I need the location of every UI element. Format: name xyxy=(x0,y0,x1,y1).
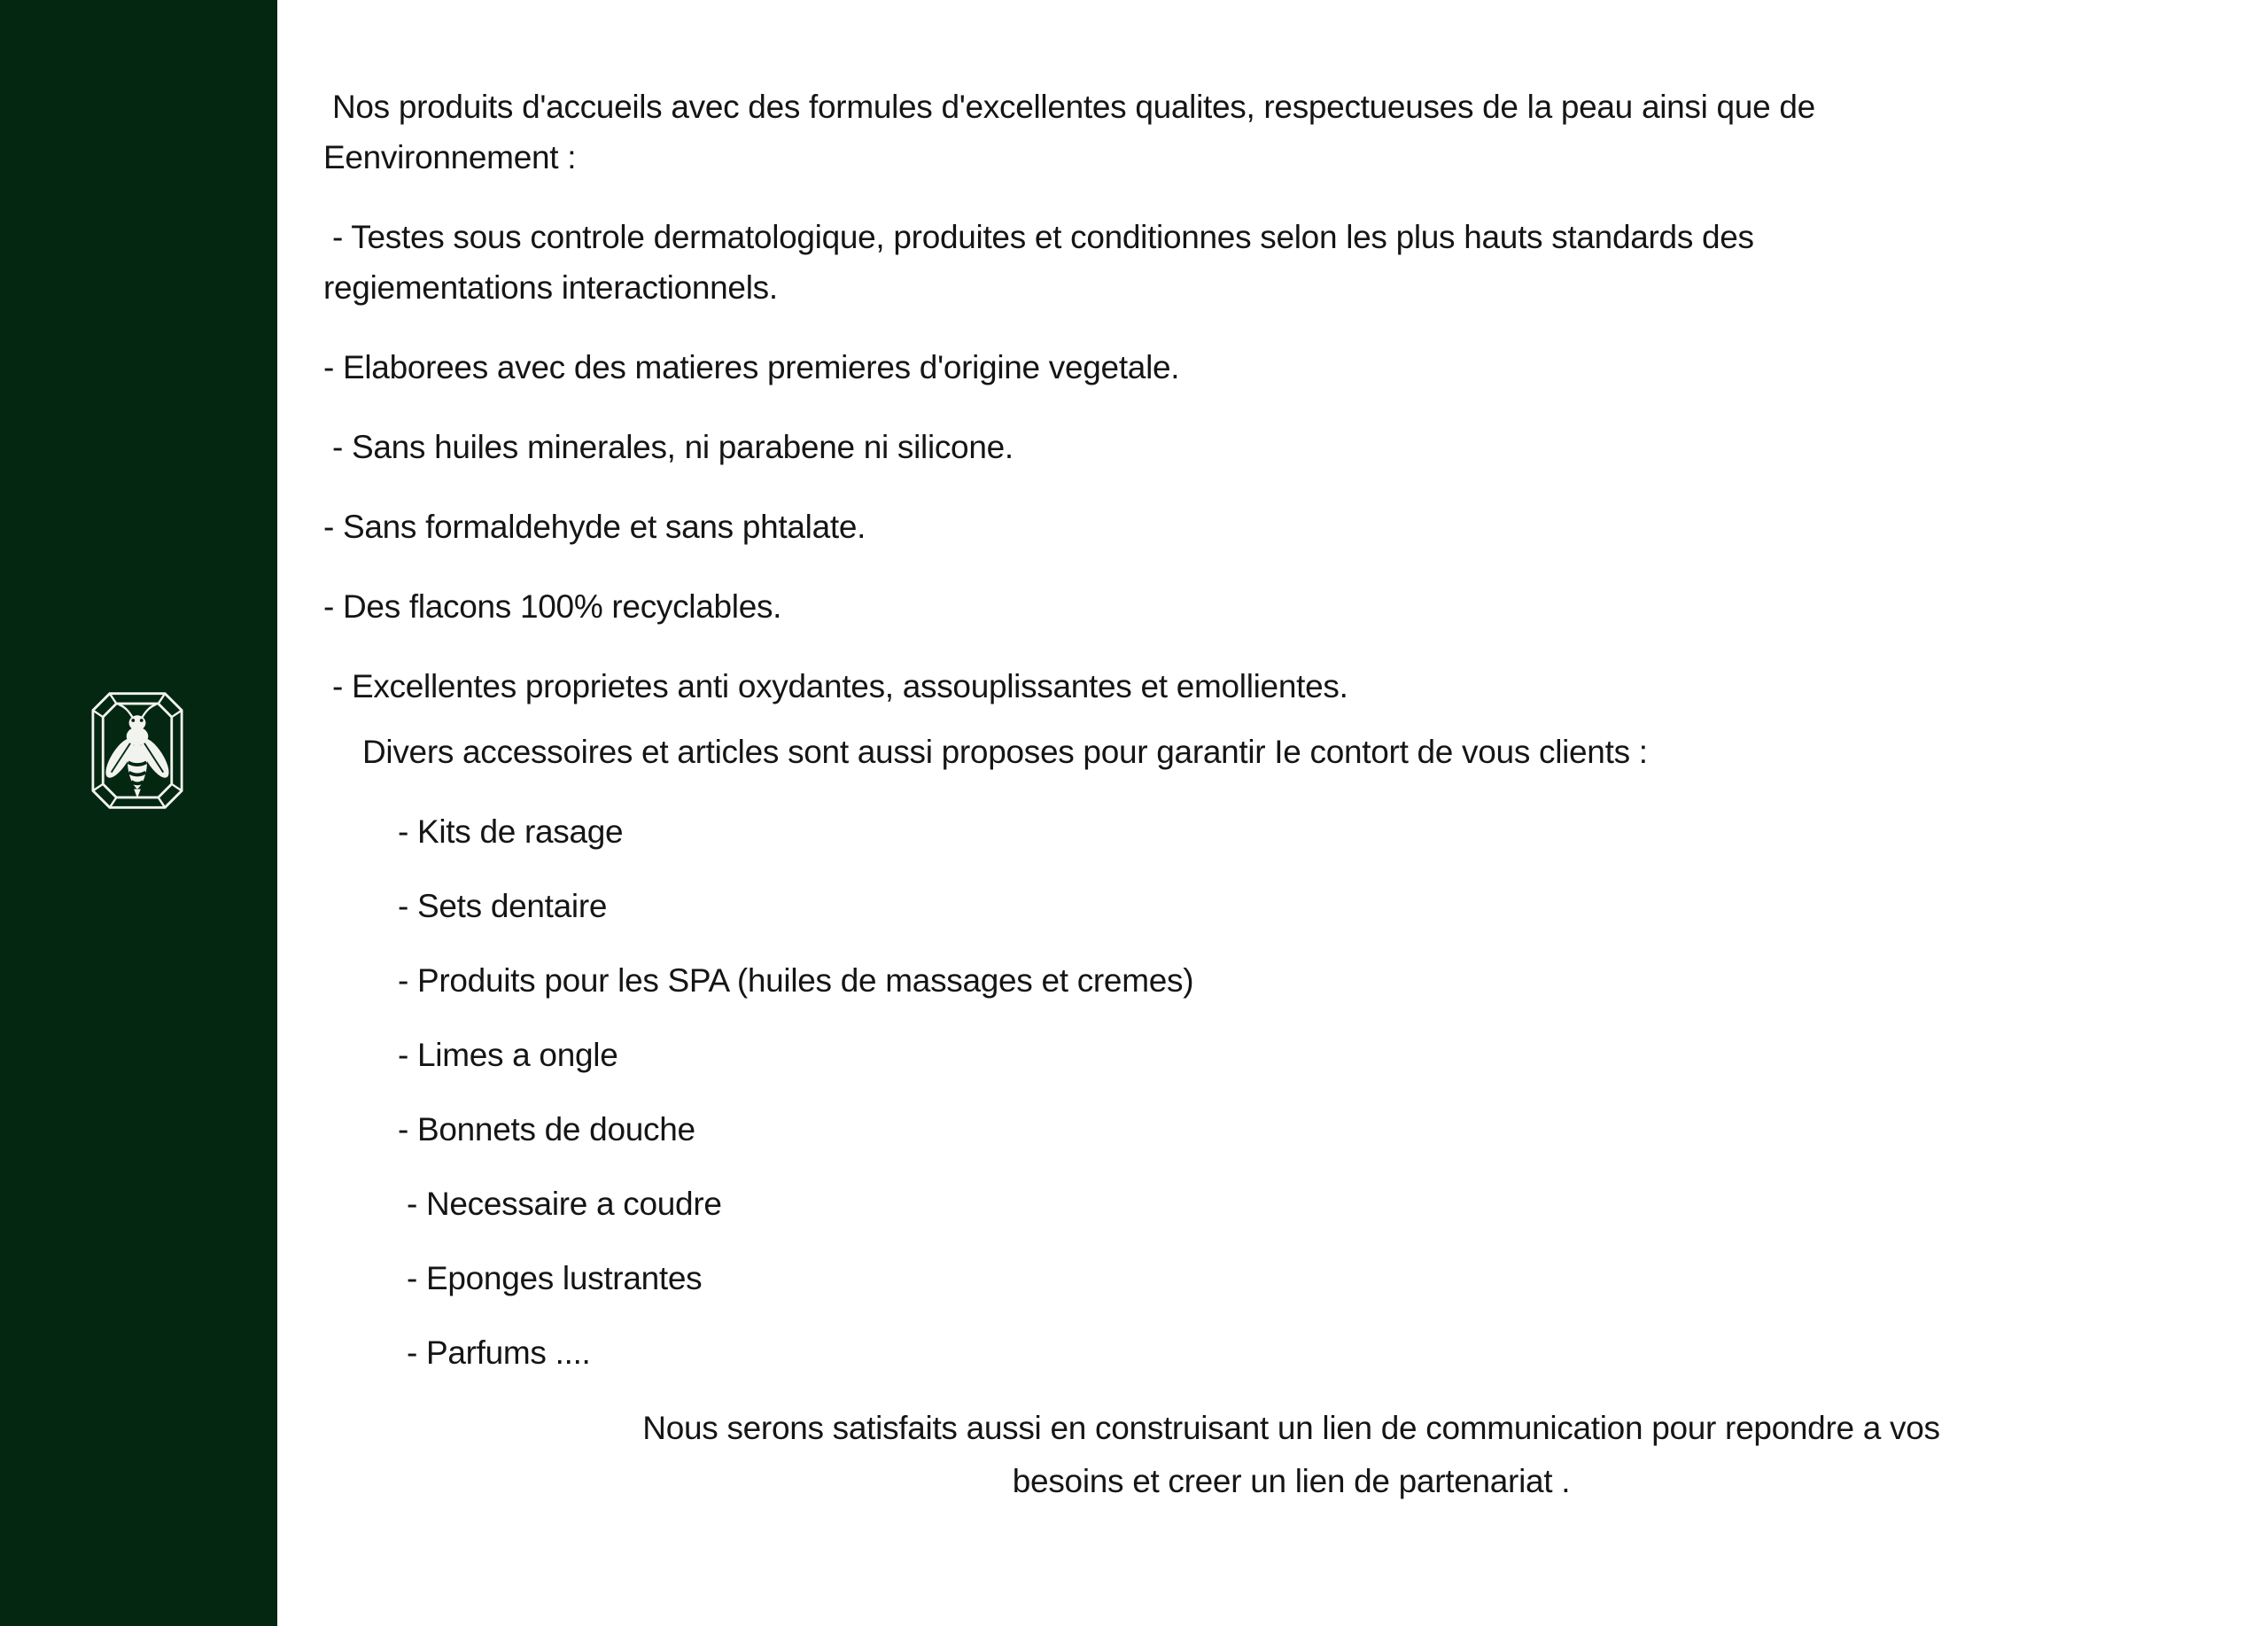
paragraph-divers-accessoires xyxy=(323,727,2082,777)
bee-icon xyxy=(101,704,175,798)
list-item: - Eponges lustrantes xyxy=(398,1260,703,1296)
paragraph-line: - Sans formaldehyde et sans phtalate. xyxy=(323,509,866,545)
paragraph-intro xyxy=(323,82,2082,183)
paragraph-excellentes xyxy=(323,661,2082,712)
list-item: - Sets dentaire xyxy=(398,888,608,924)
paragraph-sans-huiles xyxy=(323,422,2082,472)
paragraph-flacons xyxy=(323,581,2082,632)
paragraph-line: - Elaborees avec des matieres premieres d'origine vegetale. xyxy=(323,349,1180,385)
bee-in-emerald-frame-icon xyxy=(91,689,183,813)
paragraph-line: besoins et creer un lien de partenariat . xyxy=(1012,1463,1571,1499)
paragraph-line: - Testes sous controle dermatologique, produites et conditionnes selon les plus hauts standards des xyxy=(323,219,1754,255)
paragraph-testes xyxy=(323,212,2082,313)
paragraph-elaborees xyxy=(323,342,2082,393)
paragraph-line: - Excellentes proprietes anti oxydantes, assouplissantes et emollientes. xyxy=(323,668,1348,704)
list-item: - Kits de rasage xyxy=(398,813,624,850)
paragraph-line: Eenvironnement : xyxy=(323,139,577,175)
closing-statement xyxy=(323,1402,2082,1508)
paragraph-line: regiementations interactionnels. xyxy=(323,269,778,306)
paragraph-line: Nos produits d'accueils avec des formules d'excellentes qualites, respectueuses de la peau ainsi que de xyxy=(323,89,1815,125)
document-body xyxy=(277,0,2268,1537)
list-item: - Necessaire a coudre xyxy=(398,1186,722,1222)
list-item: - Bonnets de douche xyxy=(398,1111,695,1148)
sidebar xyxy=(0,0,277,1626)
paragraph-line: Nous serons satisfaits aussi en construisant un lien de communication pour repondre a vos xyxy=(642,1410,1940,1446)
brand-logo xyxy=(91,689,183,813)
paragraph-line: - Sans huiles minerales, ni parabene ni silicone. xyxy=(323,429,1014,465)
paragraph-sans-formaldehyde xyxy=(323,502,2082,552)
list-item: - Parfums .... xyxy=(398,1334,591,1371)
list-item: - Produits pour les SPA (huiles de massages et cremes) xyxy=(398,962,1194,999)
paragraph-line: - Des flacons 100% recyclables. xyxy=(323,588,782,625)
accessories-list xyxy=(323,806,2082,1378)
paragraph-line: Divers accessoires et articles sont aussi proposes pour garantir Ie contort de vous clients : xyxy=(362,734,1648,770)
list-item: - Limes a ongle xyxy=(398,1037,618,1073)
